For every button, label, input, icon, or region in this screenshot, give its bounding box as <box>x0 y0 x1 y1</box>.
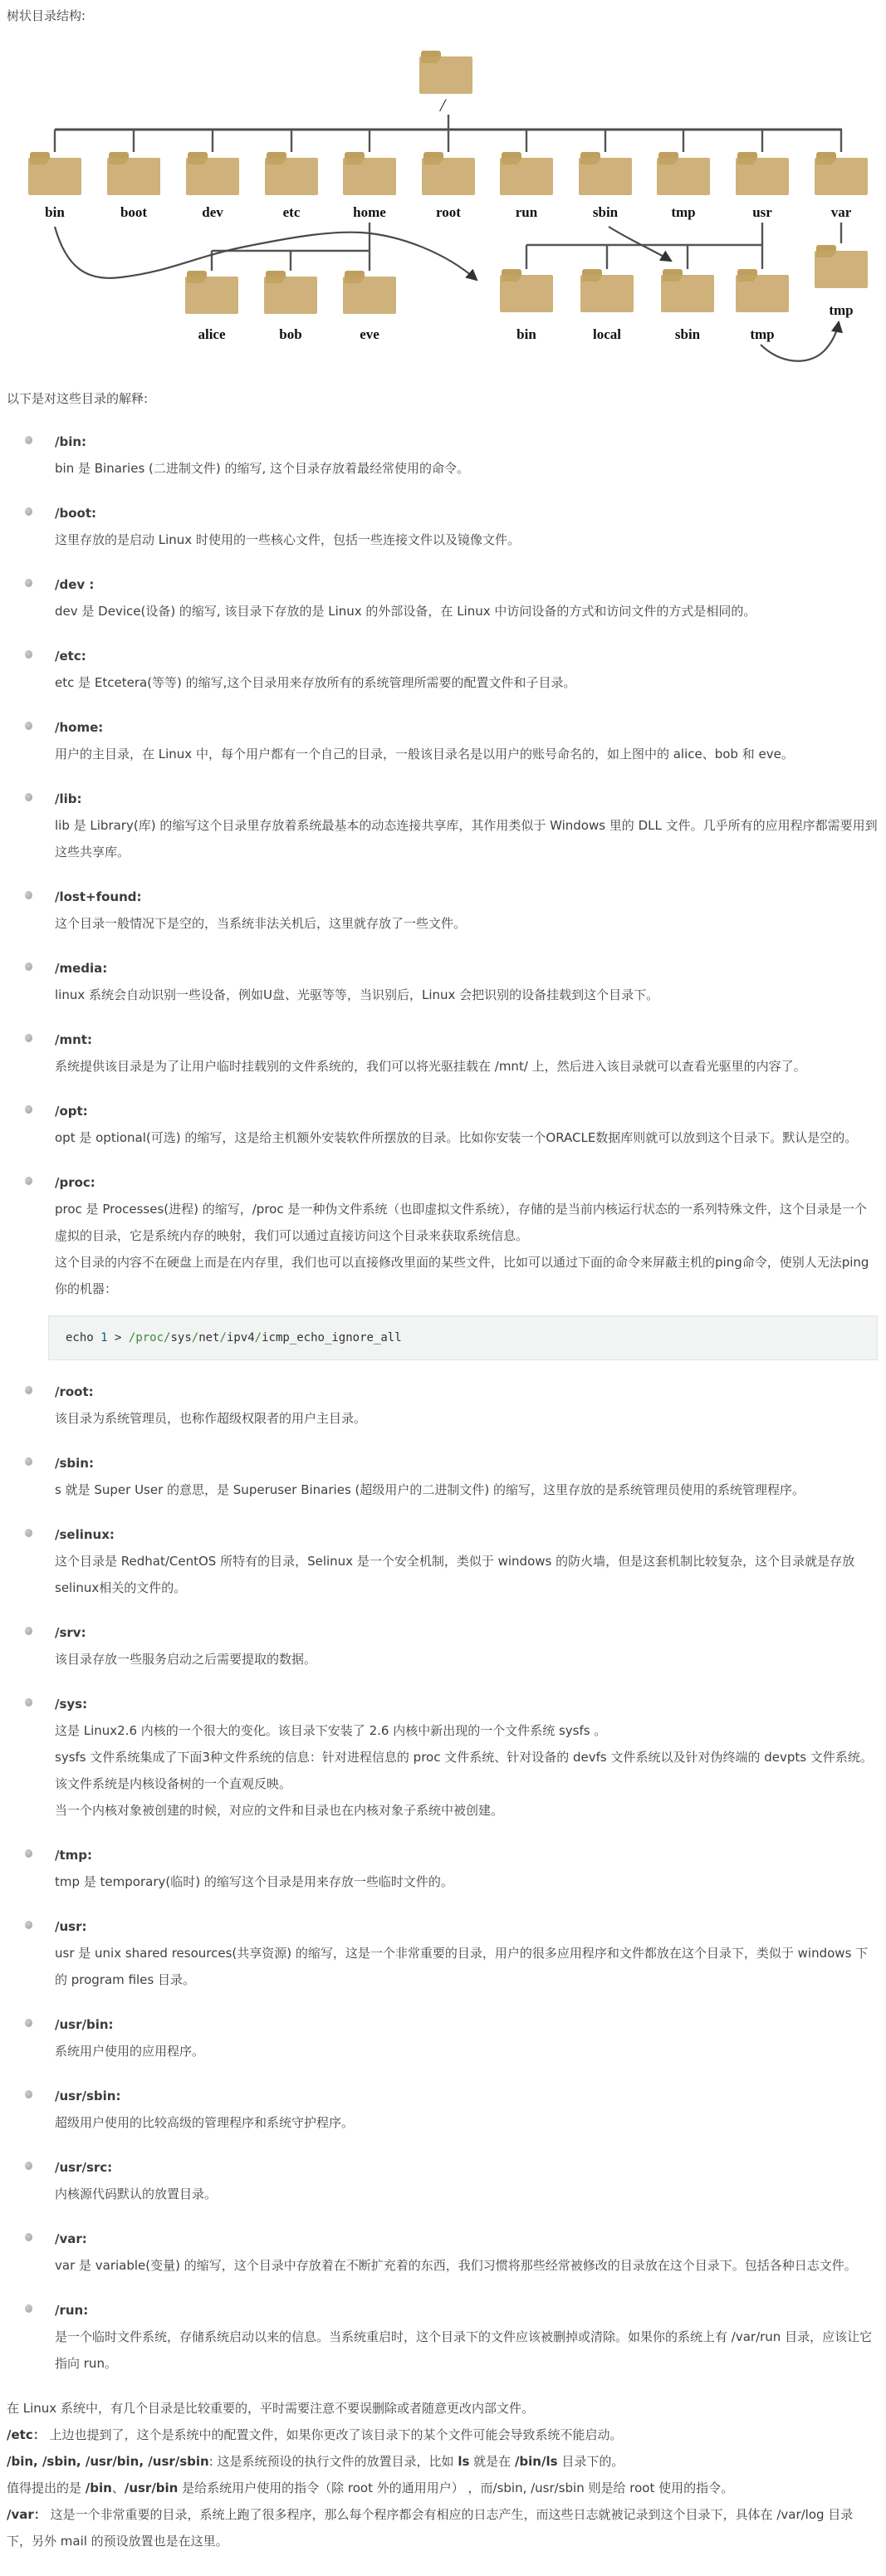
folder-label: tmp <box>829 302 854 318</box>
list-item <box>55 1169 878 1360</box>
page-title: 树状目录结构: <box>7 8 86 23</box>
list-item <box>55 714 878 767</box>
dir-description: 是一个临时文件系统，存储系统启动以来的信息。当系统重启时，这个目录下的文件应该被删掉或清除。如果你的系统上有 /var/run 目录，应该让它指向 run。 <box>55 2329 873 2371</box>
folder-label: tmp <box>671 204 696 220</box>
dir-description: 当一个内核对象被创建的时候，对应的文件和目录也在内核对象子系统中被创建。 <box>55 1803 504 1818</box>
dir-term: /usr/sbin: <box>55 2089 121 2103</box>
code-block <box>48 1315 878 1360</box>
folder-label: run <box>515 204 538 220</box>
dir-description: lib 是 Library(库) 的缩写这个目录里存放着系统最基本的动态连接共享库，其作用类似于 Windows 里的 DLL 文件。几乎所有的应用程序都需要用到这些共享库。 <box>55 818 878 859</box>
folder-label: etc <box>282 204 301 220</box>
list-intro: 以下是对这些目录的解释: <box>7 391 149 406</box>
closing-paragraph <box>7 2395 876 2422</box>
list-item <box>55 2011 878 2064</box>
dir-description: proc 是 Processes(进程) 的缩写，/proc 是一种伪文件系统（也即虚拟文件系统），存储的是当前内核运行状态的一系列特殊文件，这个目录是一个虚拟的目录，它是系统内存的映射，我们可以通过直接访问这个目录来获取系统信息。 <box>55 1202 867 1243</box>
dir-term: /var: <box>55 2231 87 2246</box>
dir-description: 该目录存放一些服务启动之后需要提取的数据。 <box>55 1652 317 1667</box>
dir-term: /root: <box>55 1384 94 1399</box>
folder-label: alice <box>198 326 226 342</box>
folder-icon-bin <box>28 152 81 195</box>
root-folder-label: / <box>440 95 446 115</box>
dir-term: /usr: <box>55 1919 87 1934</box>
code-token: net <box>198 1331 220 1344</box>
arrow-bin-to-usr-bin <box>55 227 477 280</box>
closing-bold-text: /bin, /sbin, /usr/bin, /usr/sbin <box>7 2454 209 2469</box>
folder-icon-alice <box>185 271 238 314</box>
folder-label: root <box>436 204 461 220</box>
code-token: icmp_echo_ignore_all <box>262 1331 402 1344</box>
folder-icon-root <box>419 51 472 94</box>
directory-tree-diagram <box>0 26 886 378</box>
dir-description: 超级用户使用的比较高级的管理程序和系统守护程序。 <box>55 2115 355 2130</box>
closing-paragraph <box>7 2475 876 2501</box>
dir-term: /boot: <box>55 506 96 521</box>
folder-icon-etc <box>265 152 318 195</box>
dir-description: etc 是 Etcetera(等等) 的缩写,这个目录用来存放所有的系统管理所需要的配置文件和子目录。 <box>55 675 576 690</box>
closing-section <box>0 2395 886 2554</box>
dir-description: tmp 是 temporary(临时) 的缩写这个目录是用来存放一些临时文件的。 <box>55 1874 453 1889</box>
folder-icon-usr-tmp <box>736 269 789 312</box>
folder-icon-usr-bin <box>500 269 553 312</box>
var-subtree <box>815 223 868 318</box>
level1-connector-lines <box>55 115 842 152</box>
dir-description: 这个目录是 Redhat/CentOS 所特有的目录，Selinux 是一个安全机制，类似于 windows 的防火墙，但是这套机制比较复杂，这个目录就是存放selinux相关的文件的。 <box>55 1554 855 1595</box>
folder-label: sbin <box>592 204 619 220</box>
dir-term: /sys: <box>55 1697 88 1712</box>
folder-icon-bob <box>264 271 317 314</box>
dir-description: 系统用户使用的应用程序。 <box>55 2044 205 2059</box>
closing-text: : 这是系统预设的执行文件的放置目录，比如 <box>208 2454 458 2469</box>
list-item <box>55 429 878 482</box>
code-token: 1 <box>100 1331 108 1344</box>
dir-description: dev 是 Device(设备) 的缩写, 该目录下存放的是 Linux 的外部设备，在 Linux 中访问设备的方式和访问文件的方式是相同的。 <box>55 604 756 619</box>
closing-text: 目录下的。 <box>557 2454 624 2469</box>
usr-subtree <box>500 223 789 342</box>
code-token: ipv4 <box>226 1331 255 1344</box>
home-subtree <box>185 223 396 342</box>
dir-description: 这是 Linux2.6 内核的一个很大的变化。该目录下安装了 2.6 内核中新出现的一个文件系统 sysfs 。 <box>55 1723 607 1738</box>
dir-description: 系统提供该目录是为了让用户临时挂载别的文件系统的，我们可以将光驱挂载在 /mnt/ 上，然后进入该目录就可以查看光驱里的内容了。 <box>55 1059 806 1074</box>
folder-icon-boot <box>107 152 160 195</box>
closing-text: 是给系统用户使用的指令（除 root 外的通用用户） ，而/sbin, /usr/sbin 则是给 root 使用的指令。 <box>178 2481 734 2495</box>
closing-paragraph <box>7 2448 876 2475</box>
folder-icon-dev <box>186 152 239 195</box>
list-item <box>55 1026 878 1080</box>
dir-description: sysfs 文件系统集成了下面3种文件系统的信息：针对进程信息的 proc 文件系统、针对设备的 devfs 文件系统以及针对伪终端的 devpts 文件系统。 <box>55 1750 873 1765</box>
dir-description: 该文件系统是内核设备树的一个直观反映。 <box>55 1776 292 1791</box>
folder-label: bin <box>45 204 65 220</box>
dir-description: usr 是 unix shared resources(共享资源) 的缩写，这是一个非常重要的目录，用户的很多应用程序和文件都放在这个目录下，类似于 windows 下的 program files 目录。 <box>55 1946 869 1987</box>
dir-term: /proc: <box>55 1175 95 1190</box>
dir-description: 这个目录的内容不在硬盘上而是在内存里，我们也可以直接修改里面的某些文件，比如可以通过下面的命令来屏蔽主机的ping命令，使别人无法ping你的机器： <box>55 1255 869 1296</box>
list-item <box>55 955 878 1008</box>
directory-list <box>0 429 886 2377</box>
list-item <box>55 571 878 624</box>
folder-label: bin <box>516 326 536 342</box>
dir-description: 用户的主目录，在 Linux 中，每个用户都有一个自己的目录，一般该目录名是以用户的账号命名的，如上图中的 alice、bob 和 eve。 <box>55 747 794 762</box>
folder-label: dev <box>202 204 223 220</box>
list-item <box>55 1619 878 1672</box>
list-item <box>55 884 878 937</box>
dir-term: /sbin: <box>55 1456 94 1471</box>
list-item <box>55 2226 878 2279</box>
dir-term: /media: <box>55 961 108 976</box>
code-token: /proc/ <box>128 1331 171 1344</box>
dir-term: /lost+found: <box>55 889 142 904</box>
list-item <box>55 1098 878 1151</box>
folder-label: var <box>830 204 852 220</box>
folder-label: home <box>353 204 386 220</box>
dir-description: s 就是 Super User 的意思，是 Superuser Binaries (超级用户的二进制文件) 的缩写，这里存放的是系统管理员使用的系统管理程序。 <box>55 1482 805 1497</box>
dir-term: /selinux: <box>55 1527 115 1542</box>
closing-text: 、 <box>111 2481 125 2495</box>
dir-description: bin 是 Binaries (二进制文件) 的缩写, 这个目录存放着最经常使用的命令。 <box>55 461 470 476</box>
closing-bold-text: /var： <box>7 2507 47 2522</box>
list-item <box>55 2297 878 2377</box>
list-item <box>55 1691 878 1824</box>
folder-icon-usr-sbin <box>661 269 714 312</box>
closing-bold-text: /usr/bin <box>124 2481 179 2495</box>
folder-icon-var-tmp <box>815 245 868 288</box>
dir-term: /dev : <box>55 577 95 592</box>
code-token: / <box>191 1331 199 1344</box>
folder-label: boot <box>120 204 148 220</box>
folder-icon-usr-local <box>580 269 634 312</box>
dir-description: 这里存放的是启动 Linux 时使用的一些核心文件，包括一些连接文件以及镜像文件。 <box>55 532 520 547</box>
list-item <box>55 1913 878 1993</box>
code-token: / <box>219 1331 227 1344</box>
list-item <box>55 500 878 553</box>
dir-term: /srv: <box>55 1625 86 1640</box>
closing-text: 上边也提到了，这个是系统中的配置文件，如果你更改了该目录下的某个文件可能会导致系统不能启动。 <box>45 2427 623 2442</box>
list-item <box>55 1521 878 1601</box>
folder-label: tmp <box>750 326 775 342</box>
closing-bold-text: /bin/ls <box>514 2454 558 2469</box>
code-token: > <box>107 1331 129 1344</box>
level1-labels <box>45 204 852 220</box>
dir-term: /home: <box>55 720 104 735</box>
closing-bold-text: /bin <box>85 2481 112 2495</box>
dir-term: /tmp: <box>55 1848 93 1863</box>
folder-icon-sbin <box>579 152 632 195</box>
dir-description: linux 系统会自动识别一些设备，例如U盘、光驱等等，当识别后，Linux 会把识别的设备挂载到这个目录下。 <box>55 987 659 1002</box>
list-item <box>55 2083 878 2136</box>
folder-label: usr <box>752 204 772 220</box>
closing-bold-text: /etc： <box>7 2427 46 2442</box>
dir-term: /opt: <box>55 1104 88 1119</box>
closing-paragraph <box>7 2501 876 2554</box>
list-item <box>55 2154 878 2207</box>
closing-text: 这是一个非常重要的目录，系统上跑了很多程序，那么每个程序都会有相应的日志产生，而这些日志就被记录到这个目录下，具体在 /var/log 目录下，另外 mail 的预设放置也是在这里。 <box>7 2507 854 2549</box>
folder-label: bob <box>279 326 302 342</box>
dir-description: 该目录为系统管理员，也称作超级权限者的用户主目录。 <box>55 1411 367 1426</box>
list-item <box>55 1450 878 1503</box>
level1-folders <box>28 152 868 195</box>
folder-icon-run <box>500 152 553 195</box>
closing-text: 就是在 <box>469 2454 515 2469</box>
arrow-sbin-to-usr-sbin <box>609 227 671 261</box>
closing-text: 值得提出的是 <box>7 2481 86 2495</box>
dir-description: opt 是 optional(可选) 的缩写，这是给主机额外安装软件所摆放的目录。比如你安装一个ORACLE数据库则就可以放到这个目录下。默认是空的。 <box>55 1130 858 1145</box>
code-token: echo <box>66 1331 101 1344</box>
folder-icon-home <box>343 152 396 195</box>
closing-text: 在 Linux 系统中，有几个目录是比较重要的，平时需要注意不要误删除或者随意更改内部文件。 <box>7 2401 534 2416</box>
dir-term: /run: <box>55 2303 89 2318</box>
closing-bold-text: ls <box>458 2454 470 2469</box>
folder-label: local <box>593 326 621 342</box>
list-item <box>55 643 878 696</box>
code-token: / <box>254 1331 262 1344</box>
list-item <box>55 786 878 865</box>
code-token: sys <box>170 1331 192 1344</box>
dir-term: /bin: <box>55 434 87 449</box>
symlink-arrows <box>55 227 839 361</box>
dir-description: 内核源代码默认的放置目录。 <box>55 2187 218 2201</box>
tree-svg <box>0 26 886 378</box>
dir-term: /etc: <box>55 649 86 664</box>
dir-term: /mnt: <box>55 1032 92 1047</box>
folder-icon-eve <box>343 271 396 314</box>
folder-label: eve <box>360 326 379 342</box>
folder-icon-var <box>815 152 868 195</box>
dir-term: /usr/bin: <box>55 2017 114 2032</box>
dir-description: var 是 variable(变量) 的缩写，这个目录中存放着在不断扩充着的东西，我们习惯将那些经常被修改的目录放在这个目录下。包括各种日志文件。 <box>55 2258 857 2273</box>
folder-icon-tmp <box>657 152 710 195</box>
list-item <box>55 1842 878 1895</box>
folder-icon-rootdir <box>422 152 475 195</box>
dir-term: /usr/src: <box>55 2160 113 2175</box>
folder-label: sbin <box>674 326 701 342</box>
list-item <box>55 1379 878 1432</box>
dir-description: 这个目录一般情况下是空的，当系统非法关机后，这里就存放了一些文件。 <box>55 916 467 931</box>
dir-term: /lib: <box>55 791 82 806</box>
folder-icon-usr <box>736 152 789 195</box>
closing-paragraph <box>7 2422 876 2448</box>
